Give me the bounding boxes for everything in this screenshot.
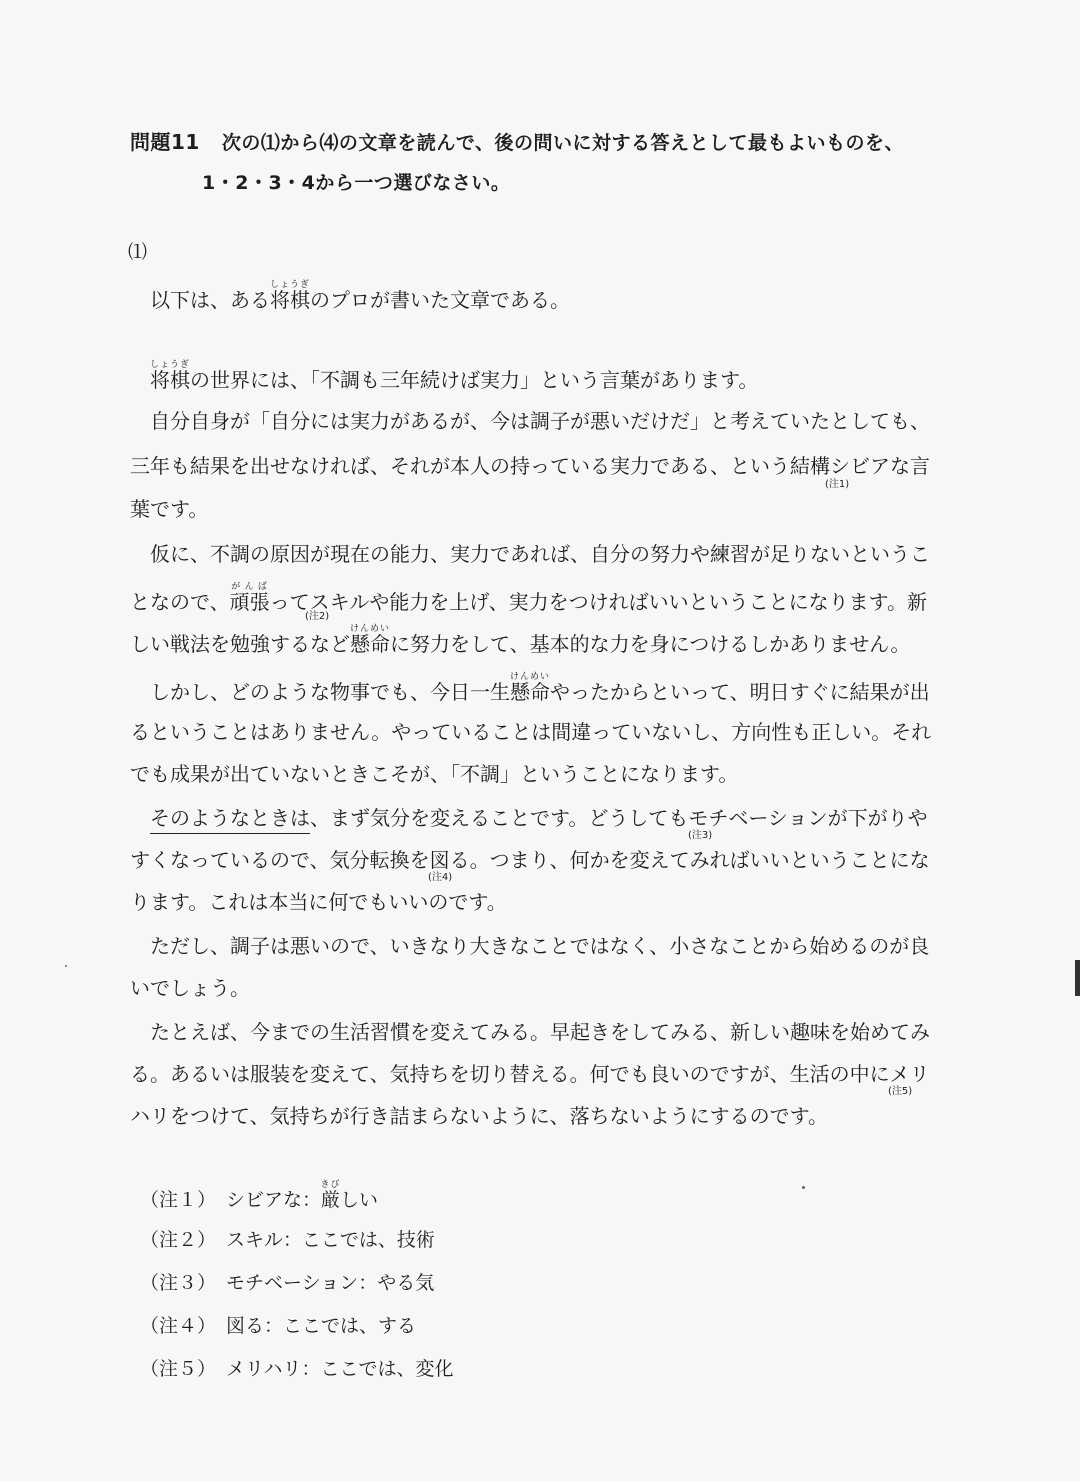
passage-text: となので、 <box>130 590 230 614</box>
scan-speck <box>802 1186 805 1189</box>
ruby-base: 頑張 <box>229 590 270 614</box>
intro-suffix: のプロが書いた文章である。 <box>310 288 571 312</box>
ruby-shogi <box>270 280 311 312</box>
note-label: （注４） <box>140 1315 217 1337</box>
passage-line: 三年も結果を出せなければ、それが本人の持っている実力である、という結構シビアな言 <box>130 454 930 478</box>
question-instruction-line2: 1・2・3・4から一つ選びなさい。 <box>202 172 511 194</box>
ruby-ganba <box>229 582 270 614</box>
note-label: （注３） <box>140 1272 217 1294</box>
question-header <box>130 126 904 155</box>
passage-line: でも成果が出ていないときこそが、「不調」ということになります。 <box>130 762 739 786</box>
note-mark-4: (注4) <box>428 872 453 883</box>
passage-line <box>130 802 928 831</box>
note-item <box>140 1180 378 1212</box>
ruby-kenmei <box>510 672 551 704</box>
note-text: スキル：ここでは、技術 <box>226 1229 435 1251</box>
note-text: モチベーション：やる気 <box>226 1272 435 1294</box>
ruby-reading: きび <box>320 1180 341 1190</box>
ruby-base: 厳 <box>320 1189 341 1211</box>
passage-line <box>130 624 910 657</box>
note-text: メリハリ：ここでは、変化 <box>226 1358 454 1380</box>
passage-line <box>130 360 758 393</box>
note-item <box>140 1225 435 1252</box>
ruby-base: 懸命 <box>350 632 391 656</box>
note-mark-2: (注2) <box>305 611 330 622</box>
passage-text: しかし、どのような物事でも、今日一生 <box>150 680 510 704</box>
passage-line: たとえば、今までの生活習慣を変えてみる。早起きをしてみる、新しい趣味を始めてみ <box>150 1020 930 1044</box>
passage-line: すくなっているので、気分転換を図る。つまり、何かを変えてみればいいということにな <box>130 848 930 872</box>
passage-line: ハリをつけて、気持ちが行き詰まらないように、落ちないようにするのです。 <box>130 1104 828 1128</box>
passage-text: の世界には、「不調も三年続けば実力」という言葉があります。 <box>190 368 759 392</box>
passage-line: ります。これは本当に何でもいいのです。 <box>130 890 507 914</box>
passage-line: る。あるいは服装を変えて、気持ちを切り替える。何でも良いのですが、生活の中にメリ <box>130 1062 930 1086</box>
note-text: シビアな： <box>226 1189 322 1211</box>
note-mark-1: (注1) <box>825 479 850 490</box>
ruby-reading: がんば <box>229 582 270 592</box>
passage-line <box>130 672 930 705</box>
passage-line: るということはありません。やっていることは間違っていないし、方向性も正しい。それ <box>130 720 932 744</box>
section-intro <box>150 280 570 313</box>
note-item <box>140 1354 453 1381</box>
passage-text: ってスキルや能力を上げ、実力をつければいいということになります。新 <box>269 590 928 614</box>
passage-line: いでしょう。 <box>130 976 250 1000</box>
ruby-base: 懸命 <box>510 680 551 704</box>
passage-line: 葉です。 <box>130 497 209 521</box>
passage-text: 、まず気分を変えることです。どうしてもモチベーションが下がりや <box>310 806 928 830</box>
passage-line: 自分自身が「自分には実力があるが、今は調子が悪いだけだ」と考えていたとしても、 <box>150 409 930 433</box>
question-number: 問題11 <box>130 130 200 154</box>
ruby-kenmei <box>350 624 391 656</box>
note-mark-5: (注5) <box>888 1086 913 1097</box>
passage-text: やったからといって、明日すぐに結果が出 <box>550 680 930 704</box>
note-label: （注１） <box>140 1189 217 1211</box>
section-label: ⑴ <box>128 241 148 263</box>
ruby-reading: けんめい <box>350 624 391 634</box>
passage-line <box>130 582 927 615</box>
ruby-kibi <box>320 1180 341 1211</box>
intro-prefix: 以下は、ある <box>150 288 270 312</box>
note-text: 図る：ここでは、する <box>226 1315 417 1337</box>
note-label: （注２） <box>140 1229 217 1251</box>
ruby-reading: けんめい <box>510 672 551 682</box>
question-instruction-line1: 次の⑴から⑷の文章を読んで、後の問いに対する答えとして最もよいものを、 <box>221 132 904 154</box>
note-item <box>140 1268 434 1295</box>
passage-line: 仮に、不調の原因が現在の能力、実力であれば、自分の努力や練習が足りないというこ <box>150 542 930 566</box>
passage-line: ただし、調子は悪いので、いきなり大きなことではなく、小さなことから始めるのが良 <box>150 934 930 958</box>
passage-text: に努力をして、基本的な力を身につけるしかありません。 <box>390 632 911 656</box>
ruby-base: 将棋 <box>150 368 191 392</box>
ruby-reading: しょうぎ <box>270 280 311 290</box>
scan-edge-mark <box>1075 960 1080 996</box>
underlined-phrase: そのようなときは <box>150 806 310 834</box>
note-item <box>140 1311 416 1338</box>
scan-speck <box>65 965 67 967</box>
note-label: （注５） <box>140 1358 217 1380</box>
note-text: しい <box>340 1189 379 1211</box>
ruby-shogi <box>150 360 191 392</box>
passage-text: しい戦法を勉強するなど <box>130 632 350 656</box>
ruby-base: 将棋 <box>270 288 311 312</box>
note-mark-3: (注3) <box>688 830 713 841</box>
ruby-reading: しょうぎ <box>150 360 191 370</box>
